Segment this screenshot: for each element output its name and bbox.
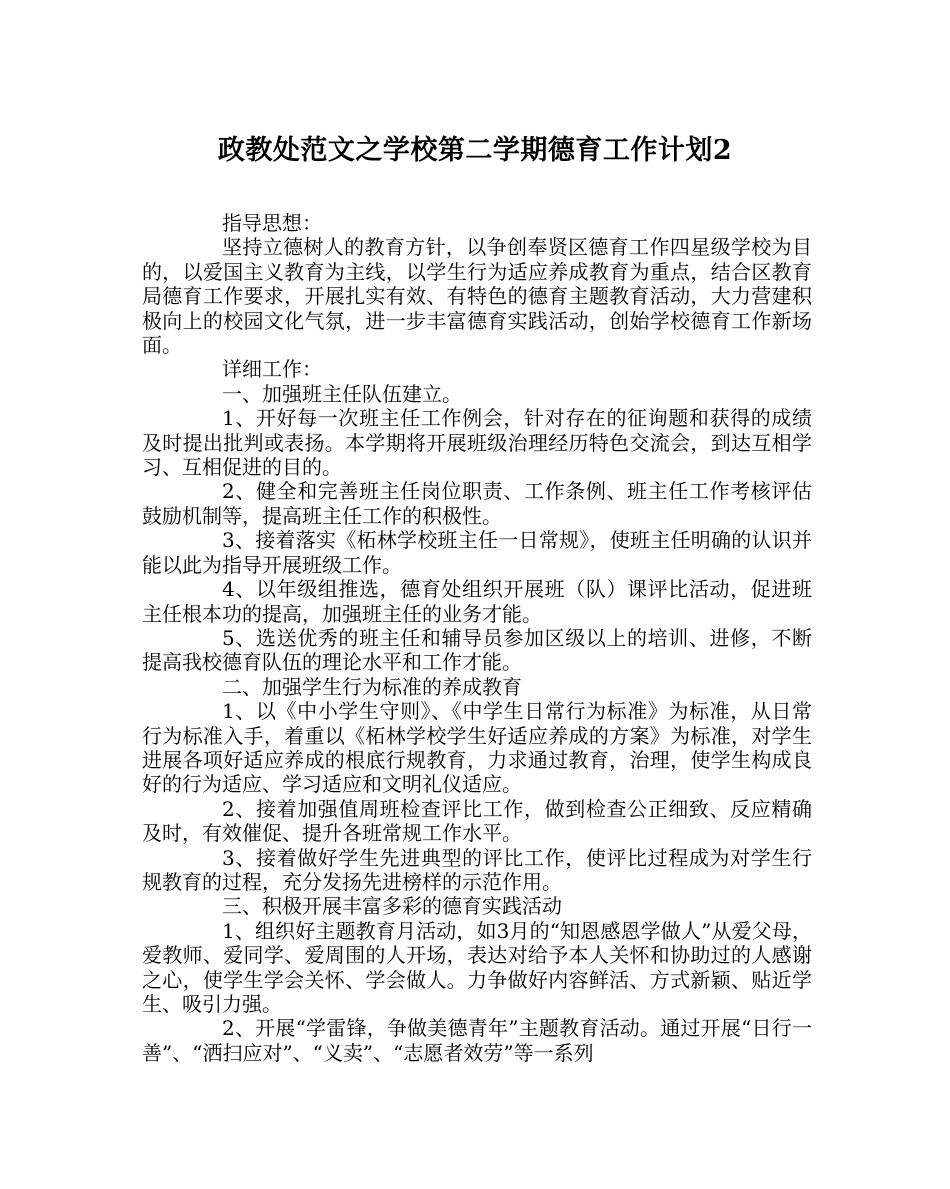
document-body (142, 211, 812, 1065)
document-title: 政教处范文之学校第二学期德育工作计划2 (217, 135, 733, 166)
paragraph: 2、健全和完善班主任岗位职责、工作条例、班主任工作考核评估鼓励机制等，提高班主任工作的积极性。 (142, 479, 812, 528)
section-heading: 三、积极开展丰富多彩的德育实践活动 (222, 894, 562, 919)
paragraph: 1、开好每一次班主任工作例会，针对存在的征询题和获得的成绩及时提出批判或表扬。本学期将开展班级治理经历特色交流会，到达互相学习、互相促进的目的。 (142, 406, 812, 480)
paragraph: 3、接着做好学生先进典型的评比工作，使评比过程成为对学生行规教育的过程，充分发扬先进榜样的示范作用。 (142, 845, 812, 894)
paragraph: 5、选送优秀的班主任和辅导员参加区级以上的培训、进修，不断提高我校德育队伍的理论水平和工作才能。 (142, 625, 812, 675)
section-heading: 二、加强学生行为标准的养成教育 (222, 674, 522, 699)
paragraph-guiding-heading: 指导思想： (222, 211, 322, 235)
paragraph: 2、开展“学雷锋，争做美德青年”主题教育活动。通过开展“日行一善”、“洒扫应对”、“义卖”、“志愿者效劳”等一系列 (142, 1016, 812, 1065)
paragraph: 2、接着加强值周班检查评比工作，做到检查公正细致、反应精确及时，有效催促、提升各班常规工作水平。 (142, 796, 812, 846)
paragraph: 1、以《中小学生守则》、《中学生日常行为标准》为标准，从日常行为标准入手，着重以《柘林学校学生好适应养成的方案》为标准，对学生进展各项好适应养成的根底行规教育，力求通过教育，治理，使学生构成良好的行为适应、学习适应和文明礼仪适应。 (142, 699, 812, 797)
paragraph: 4、以年级组推选，德育处组织开展班（队）课评比活动，促进班主任根本功的提高，加强班主任的业务才能。 (142, 577, 812, 626)
paragraph: 1、组织好主题教育月活动，如3月的“知恩感恩学做人”从爱父母，爱教师、爱同学、爱周围的人开场，表达对给予本人关怀和协助过的人感谢之心，使学生学会关怀、学会做人。力争做好内容鲜活、方式新颖、贴近学生、吸引力强。 (142, 918, 812, 1016)
section-heading: 一、加强班主任队伍建立。 (222, 381, 462, 406)
paragraph: 坚持立德树人的教育方针，以争创奉贤区德育工作四星级学校为目的，以爱国主义教育为主线，以学生行为适应养成教育为重点，结合区教育局德育工作要求，开展扎实有效、有特色的德育主题教育活动，大力营建积极向上的校园文化气氛，进一步丰富德育实践活动，创始学校德育工作新场面。 (142, 235, 812, 358)
paragraph: 3、接着落实《柘林学校班主任一日常规》，使班主任明确的认识并能以此为指导开展班级工作。 (142, 528, 812, 577)
paragraph-work-heading: 详细工作： (222, 357, 322, 382)
